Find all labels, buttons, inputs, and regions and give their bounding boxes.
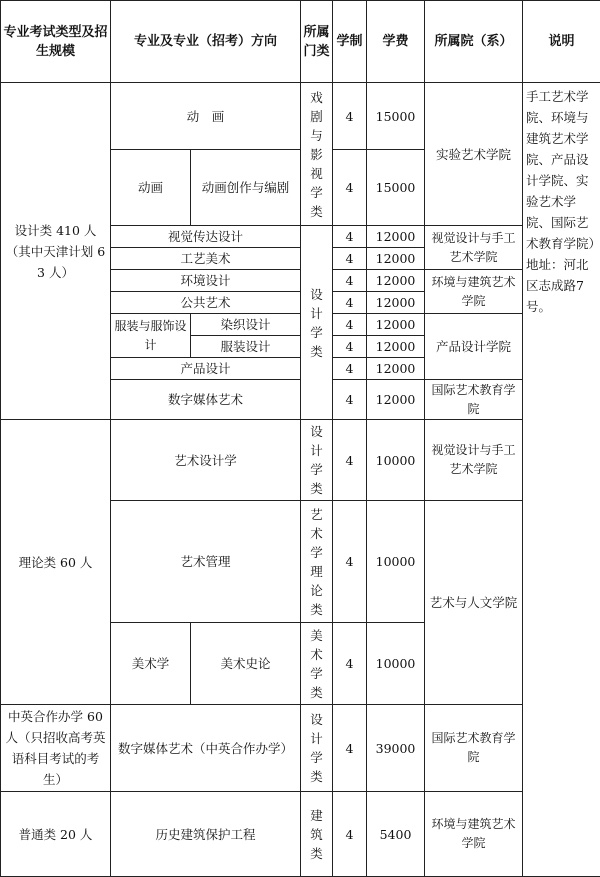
category-design: 设计学类 [301, 705, 333, 792]
college-visual-craft: 视觉设计与手工艺术学院 [425, 226, 523, 270]
category-drama-film: 戏剧与影视学类 [301, 83, 333, 226]
tuition-cell: 15000 [367, 150, 425, 226]
major-cell: 艺术管理 [111, 501, 301, 623]
years-cell: 4 [333, 705, 367, 792]
years-cell: 4 [333, 292, 367, 314]
college-environment: 环境与建筑艺术学院 [425, 270, 523, 314]
years-cell: 4 [333, 226, 367, 248]
years-cell: 4 [333, 358, 367, 380]
header-category: 所属门类 [301, 1, 333, 83]
major-cell: 美术学 [111, 623, 191, 705]
major-cell: 历史建筑保护工程 [111, 792, 301, 877]
header-note: 说明 [523, 1, 600, 83]
tuition-cell: 12000 [367, 270, 425, 292]
tuition-cell: 39000 [367, 705, 425, 792]
tuition-cell: 10000 [367, 420, 425, 501]
header-major: 专业及专业（招考）方向 [111, 1, 301, 83]
major-cell: 公共艺术 [111, 292, 301, 314]
tuition-cell: 15000 [367, 83, 425, 150]
header-years: 学制 [333, 1, 367, 83]
major-cell: 视觉传达设计 [111, 226, 301, 248]
table-row [1, 792, 600, 877]
category-art-theory: 艺术学理论类 [301, 501, 333, 623]
tuition-cell: 10000 [367, 623, 425, 705]
tuition-cell: 10000 [367, 501, 425, 623]
years-cell: 4 [333, 150, 367, 226]
years-cell: 4 [333, 248, 367, 270]
years-cell: 4 [333, 623, 367, 705]
college-visual-craft: 视觉设计与手工艺术学院 [425, 420, 523, 501]
years-cell: 4 [333, 336, 367, 358]
major-cell: 服装与服饰设计 [111, 314, 191, 358]
tuition-cell: 12000 [367, 380, 425, 420]
tuition-cell: 12000 [367, 226, 425, 248]
years-cell: 4 [333, 270, 367, 292]
direction-cell: 染织设计 [191, 314, 301, 336]
tuition-cell: 12000 [367, 248, 425, 270]
category-design: 设计学类 [301, 420, 333, 501]
header-type: 专业考试类型及招生规模 [1, 1, 111, 83]
years-cell: 4 [333, 314, 367, 336]
tuition-cell: 5400 [367, 792, 425, 877]
table-row [1, 705, 600, 792]
group-design: 设计类 410 人（其中天津计划 63 人） [1, 83, 111, 420]
years-cell: 4 [333, 792, 367, 877]
header-college: 所属院（系） [425, 1, 523, 83]
major-cell: 艺术设计学 [111, 420, 301, 501]
header-tuition: 学费 [367, 1, 425, 83]
college-environment: 环境与建筑艺术学院 [425, 792, 523, 877]
college-experimental: 实验艺术学院 [425, 83, 523, 226]
direction-cell: 动画创作与编剧 [191, 150, 301, 226]
college-international: 国际艺术教育学院 [425, 380, 523, 420]
tuition-cell: 12000 [367, 358, 425, 380]
major-cell: 数字媒体艺术（中英合作办学） [111, 705, 301, 792]
tuition-cell: 12000 [367, 336, 425, 358]
direction-cell: 服装设计 [191, 336, 301, 358]
category-fine-arts: 美术学类 [301, 623, 333, 705]
years-cell: 4 [333, 420, 367, 501]
college-international: 国际艺术教育学院 [425, 705, 523, 792]
table-row [1, 420, 600, 501]
major-cell: 环境设计 [111, 270, 301, 292]
major-cell: 动 画 [111, 83, 301, 150]
group-theory: 理论类 60 人 [1, 420, 111, 705]
years-cell: 4 [333, 83, 367, 150]
group-sino-british: 中英合作办学 60 人（只招收高考英语科目考试的考生） [1, 705, 111, 792]
group-general: 普通类 20 人 [1, 792, 111, 877]
years-cell: 4 [333, 380, 367, 420]
category-architecture: 建筑类 [301, 792, 333, 877]
major-cell: 数字媒体艺术 [111, 380, 301, 420]
table-row [1, 83, 600, 150]
tuition-cell: 12000 [367, 292, 425, 314]
college-product: 产品设计学院 [425, 314, 523, 380]
category-design: 设计学类 [301, 226, 333, 420]
header-row [1, 1, 600, 83]
direction-cell: 美术史论 [191, 623, 301, 705]
tuition-cell: 12000 [367, 314, 425, 336]
major-cell: 工艺美术 [111, 248, 301, 270]
college-arts-humanities: 艺术与人文学院 [425, 501, 523, 705]
years-cell: 4 [333, 501, 367, 623]
major-cell: 动画 [111, 150, 191, 226]
major-cell: 产品设计 [111, 358, 301, 380]
note-cell: 手工艺术学院、环境与建筑艺术学院、产品设计学院、实验艺术学院、国际艺术教育学院）地址：河北区志成路7号。 [523, 83, 600, 877]
